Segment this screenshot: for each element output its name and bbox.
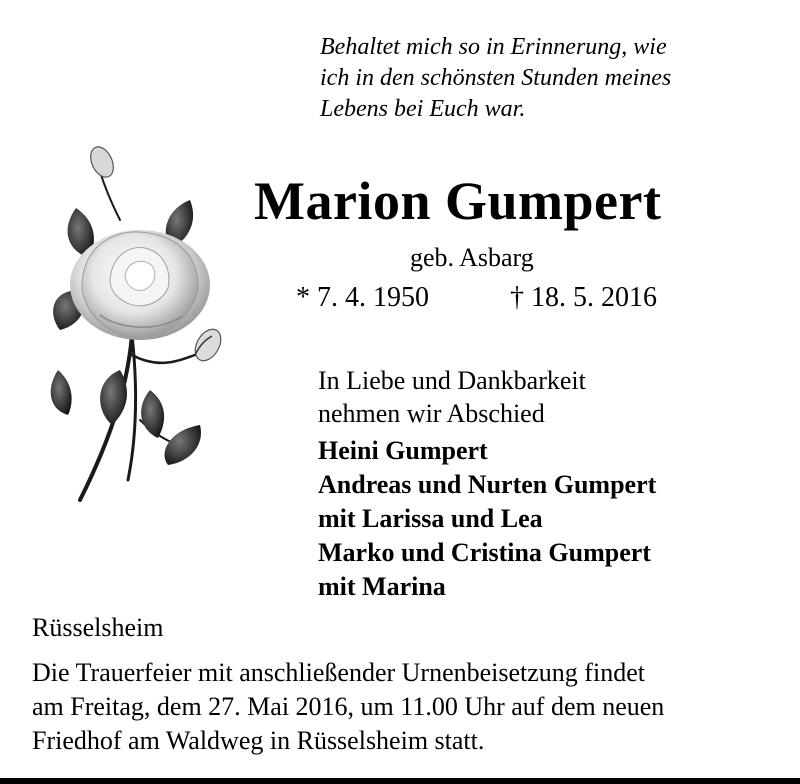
mourner-name: Andreas und Nurten Gumpert [318, 470, 657, 499]
rose-illustration [40, 140, 240, 520]
service-line: Die Trauerfeier mit anschließender Urnenbeisetzung findet [32, 658, 645, 687]
farewell-line: In Liebe und Dankbarkeit [318, 366, 586, 395]
memorial-quote [320, 32, 780, 125]
mourners-list [318, 434, 656, 604]
birth-date: * 7. 4. 1950 [296, 282, 429, 313]
death-date: † 18. 5. 2016 [510, 282, 657, 313]
mourner-name: Heini Gumpert [318, 436, 488, 465]
bottom-border [0, 778, 800, 784]
deceased-name: Marion Gumpert [254, 171, 662, 231]
service-line: Friedhof am Waldweg in Rüsselsheim statt. [32, 726, 485, 755]
farewell-line: nehmen wir Abschied [318, 399, 545, 428]
quote-line: ich in den schönsten Stunden meines [320, 65, 672, 91]
service-line: am Freitag, dem 27. Mai 2016, um 11.00 Uhr auf dem neuen [32, 692, 665, 721]
quote-line: Lebens bei Euch war. [320, 96, 526, 122]
place-name: Rüsselsheim [32, 613, 164, 642]
quote-line: Behaltet mich so in Erinnerung, wie [320, 34, 667, 60]
maiden-name: geb. Asbarg [410, 243, 534, 272]
mourner-name: Marko und Cristina Gumpert [318, 538, 651, 567]
funeral-service-info [32, 656, 664, 758]
mourner-name: mit Marina [318, 572, 446, 601]
rose-bloom [70, 230, 210, 340]
farewell-text [318, 364, 586, 430]
mourner-name: mit Larissa und Lea [318, 504, 543, 533]
